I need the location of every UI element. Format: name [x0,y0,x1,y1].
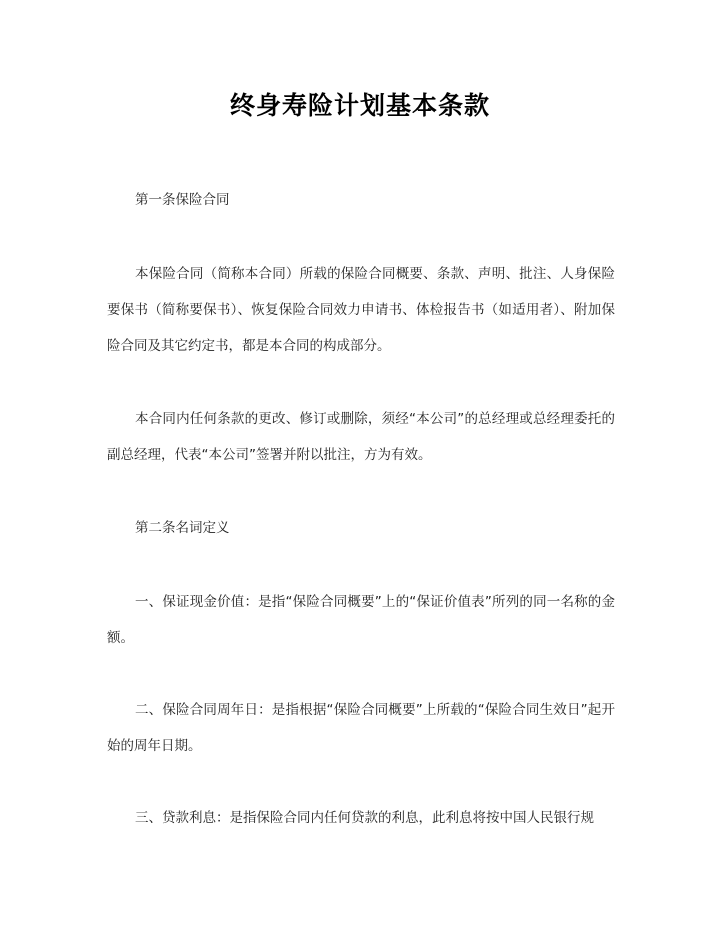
paragraph-contract-components: 本保险合同（简称本合同）所载的保险合同概要、条款、声明、批注、人身保险要保书（简称要保书）、恢复保险合同效力申请书、体检报告书（如适用者）、附加保险合同及其它约定书，都是本合同的构成部分。 [107,266,615,354]
definition-loan-interest: 三、贷款利息：是指保险合同内任何贷款的利息，此利息将按中国人民银行规 [135,810,594,826]
definition-guaranteed-cash-value: 一、保证现金价值：是指“保险合同概要”上的“保证价值表”所列的同一名称的金额。 [107,594,615,646]
section-heading-2: 第二条名词定义 [135,520,230,536]
document-title: 终身寿险计划基本条款 [229,91,490,120]
paragraph-contract-amendments: 本合同内任何条款的更改、修订或删除，须经“本公司”的总经理或总经理委托的副总经理，代表“本公司”签署并附以批注，方为有效。 [107,411,615,463]
definition-contract-anniversary: 二、保险合同周年日：是指根据“保险合同概要”上所载的“保险合同生效日”起开始的周年日期。 [107,702,615,754]
section-heading-1: 第一条保险合同 [135,192,230,208]
